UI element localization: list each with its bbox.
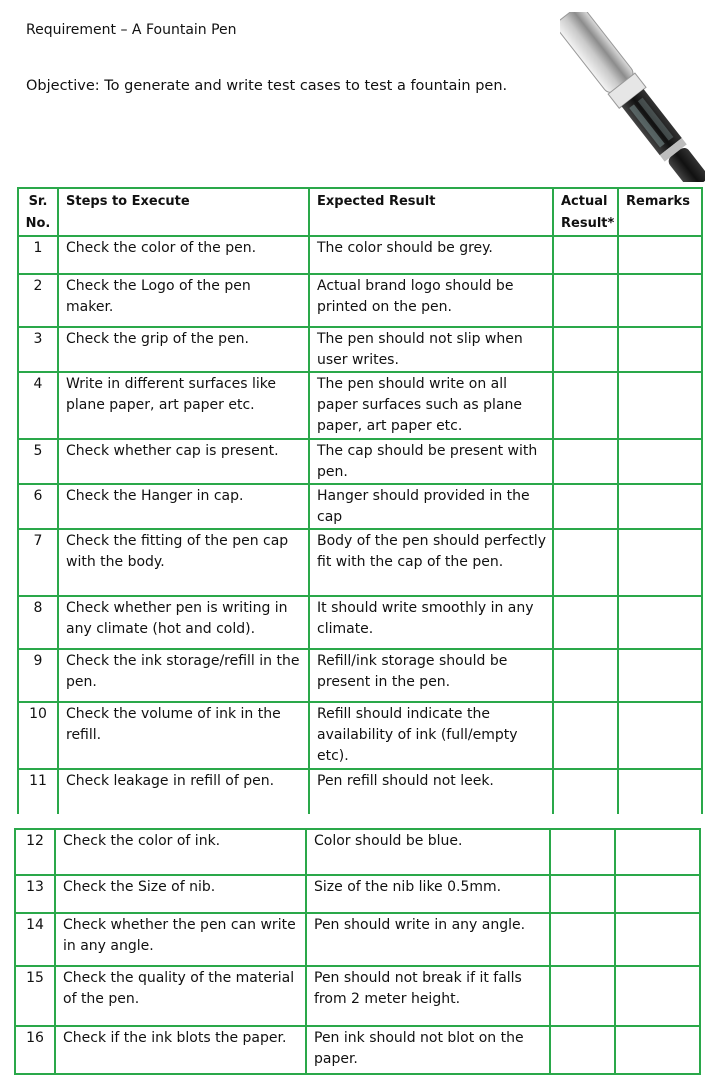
cell-expected: The color should be grey. [309, 236, 553, 274]
cell-step: Check whether cap is present. [58, 439, 309, 484]
cell-remarks[interactable] [615, 913, 700, 966]
cell-actual-result[interactable] [553, 372, 618, 439]
cell-expected: It should write smoothly in any climate. [309, 596, 553, 649]
objective-text: Objective: To generate and write test cases to test a fountain pen. [26, 78, 508, 94]
cell-expected: Pen should not break if it falls from 2 meter height. [306, 966, 550, 1026]
cell-actual-result[interactable] [553, 596, 618, 649]
cell-step: Write in different surfaces like plane paper, art paper etc. [58, 372, 309, 439]
table-row [15, 913, 700, 966]
cell-remarks[interactable] [615, 1026, 700, 1074]
column-header-remarks: Remarks [618, 188, 702, 236]
cell-sr-no: 10 [18, 702, 58, 769]
cell-expected: Hanger should provided in the cap [309, 484, 553, 529]
cell-remarks[interactable] [618, 439, 702, 484]
cell-sr-no: 4 [18, 372, 58, 439]
fountain-pen-icon [560, 12, 705, 182]
cell-expected: Size of the nib like 0.5mm. [306, 875, 550, 913]
table-row [15, 875, 700, 913]
cell-step: Check whether the pen can write in any angle. [55, 913, 306, 966]
cell-sr-no: 5 [18, 439, 58, 484]
column-header-actual: Actual Result* [553, 188, 618, 236]
cell-expected: Refill should indicate the availability of ink (full/empty etc). [309, 702, 553, 769]
column-header-steps: Steps to Execute [58, 188, 309, 236]
table-row [18, 596, 702, 649]
table-row [18, 439, 702, 484]
cell-actual-result[interactable] [550, 875, 615, 913]
table-row [15, 1026, 700, 1074]
cell-actual-result[interactable] [553, 529, 618, 596]
cell-step: Check the color of the pen. [58, 236, 309, 274]
cell-expected: The pen should write on all paper surfaces such as plane paper, art paper etc. [309, 372, 553, 439]
cell-remarks[interactable] [618, 529, 702, 596]
cell-sr-no: 3 [18, 327, 58, 372]
cell-remarks[interactable] [618, 596, 702, 649]
cell-step: Check the volume of ink in the refill. [58, 702, 309, 769]
cell-step: Check the Logo of the pen maker. [58, 274, 309, 327]
test-case-table-continued [14, 828, 701, 1075]
cell-remarks[interactable] [618, 702, 702, 769]
cell-step: Check the fitting of the pen cap with the body. [58, 529, 309, 596]
cell-expected: Actual brand logo should be printed on the pen. [309, 274, 553, 327]
cell-expected: Color should be blue. [306, 829, 550, 875]
table-row [18, 649, 702, 702]
cell-actual-result[interactable] [553, 769, 618, 814]
cell-sr-no: 2 [18, 274, 58, 327]
cell-sr-no: 16 [15, 1026, 55, 1074]
table-row [18, 274, 702, 327]
cell-step: Check the Size of nib. [55, 875, 306, 913]
cell-actual-result[interactable] [550, 913, 615, 966]
column-header-expected: Expected Result [309, 188, 553, 236]
cell-actual-result[interactable] [553, 649, 618, 702]
cell-sr-no: 7 [18, 529, 58, 596]
cell-step: Check whether pen is writing in any climate (hot and cold). [58, 596, 309, 649]
cell-step: Check the grip of the pen. [58, 327, 309, 372]
cell-expected: The pen should not slip when user writes. [309, 327, 553, 372]
test-case-table [17, 187, 703, 814]
cell-remarks[interactable] [618, 769, 702, 814]
cell-expected: Pen should write in any angle. [306, 913, 550, 966]
cell-actual-result[interactable] [553, 236, 618, 274]
cell-remarks[interactable] [618, 372, 702, 439]
cell-actual-result[interactable] [553, 702, 618, 769]
cell-expected: Body of the pen should perfectly fit with the cap of the pen. [309, 529, 553, 596]
cell-sr-no: 8 [18, 596, 58, 649]
cell-actual-result[interactable] [553, 274, 618, 327]
page-title: Requirement – A Fountain Pen [26, 22, 237, 38]
table-row [18, 327, 702, 372]
cell-actual-result[interactable] [550, 829, 615, 875]
cell-sr-no: 14 [15, 913, 55, 966]
cell-remarks[interactable] [618, 236, 702, 274]
table-row [18, 484, 702, 529]
cell-step: Check the ink storage/refill in the pen. [58, 649, 309, 702]
cell-expected: Refill/ink storage should be present in the pen. [309, 649, 553, 702]
table-row [15, 966, 700, 1026]
cell-sr-no: 11 [18, 769, 58, 814]
cell-remarks[interactable] [618, 484, 702, 529]
cell-remarks[interactable] [618, 649, 702, 702]
cell-expected: The cap should be present with pen. [309, 439, 553, 484]
cell-expected: Pen refill should not leek. [309, 769, 553, 814]
cell-sr-no: 13 [15, 875, 55, 913]
cell-step: Check the quality of the material of the pen. [55, 966, 306, 1026]
table-row [18, 236, 702, 274]
cell-sr-no: 9 [18, 649, 58, 702]
cell-step: Check the color of ink. [55, 829, 306, 875]
cell-step: Check the Hanger in cap. [58, 484, 309, 529]
table-row [18, 702, 702, 769]
cell-expected: Pen ink should not blot on the paper. [306, 1026, 550, 1074]
cell-remarks[interactable] [615, 875, 700, 913]
cell-actual-result[interactable] [550, 1026, 615, 1074]
cell-step: Check if the ink blots the paper. [55, 1026, 306, 1074]
table-row [15, 829, 700, 875]
cell-actual-result[interactable] [553, 484, 618, 529]
cell-actual-result[interactable] [550, 966, 615, 1026]
cell-actual-result[interactable] [553, 439, 618, 484]
table-row [18, 769, 702, 814]
cell-step: Check leakage in refill of pen. [58, 769, 309, 814]
cell-actual-result[interactable] [553, 327, 618, 372]
cell-sr-no: 12 [15, 829, 55, 875]
cell-remarks[interactable] [618, 274, 702, 327]
cell-remarks[interactable] [615, 829, 700, 875]
cell-sr-no: 6 [18, 484, 58, 529]
cell-sr-no: 15 [15, 966, 55, 1026]
table-row [18, 529, 702, 596]
cell-remarks[interactable] [615, 966, 700, 1026]
table-row [18, 372, 702, 439]
column-header-sr-no: Sr. No. [18, 188, 58, 236]
cell-sr-no: 1 [18, 236, 58, 274]
cell-remarks[interactable] [618, 327, 702, 372]
